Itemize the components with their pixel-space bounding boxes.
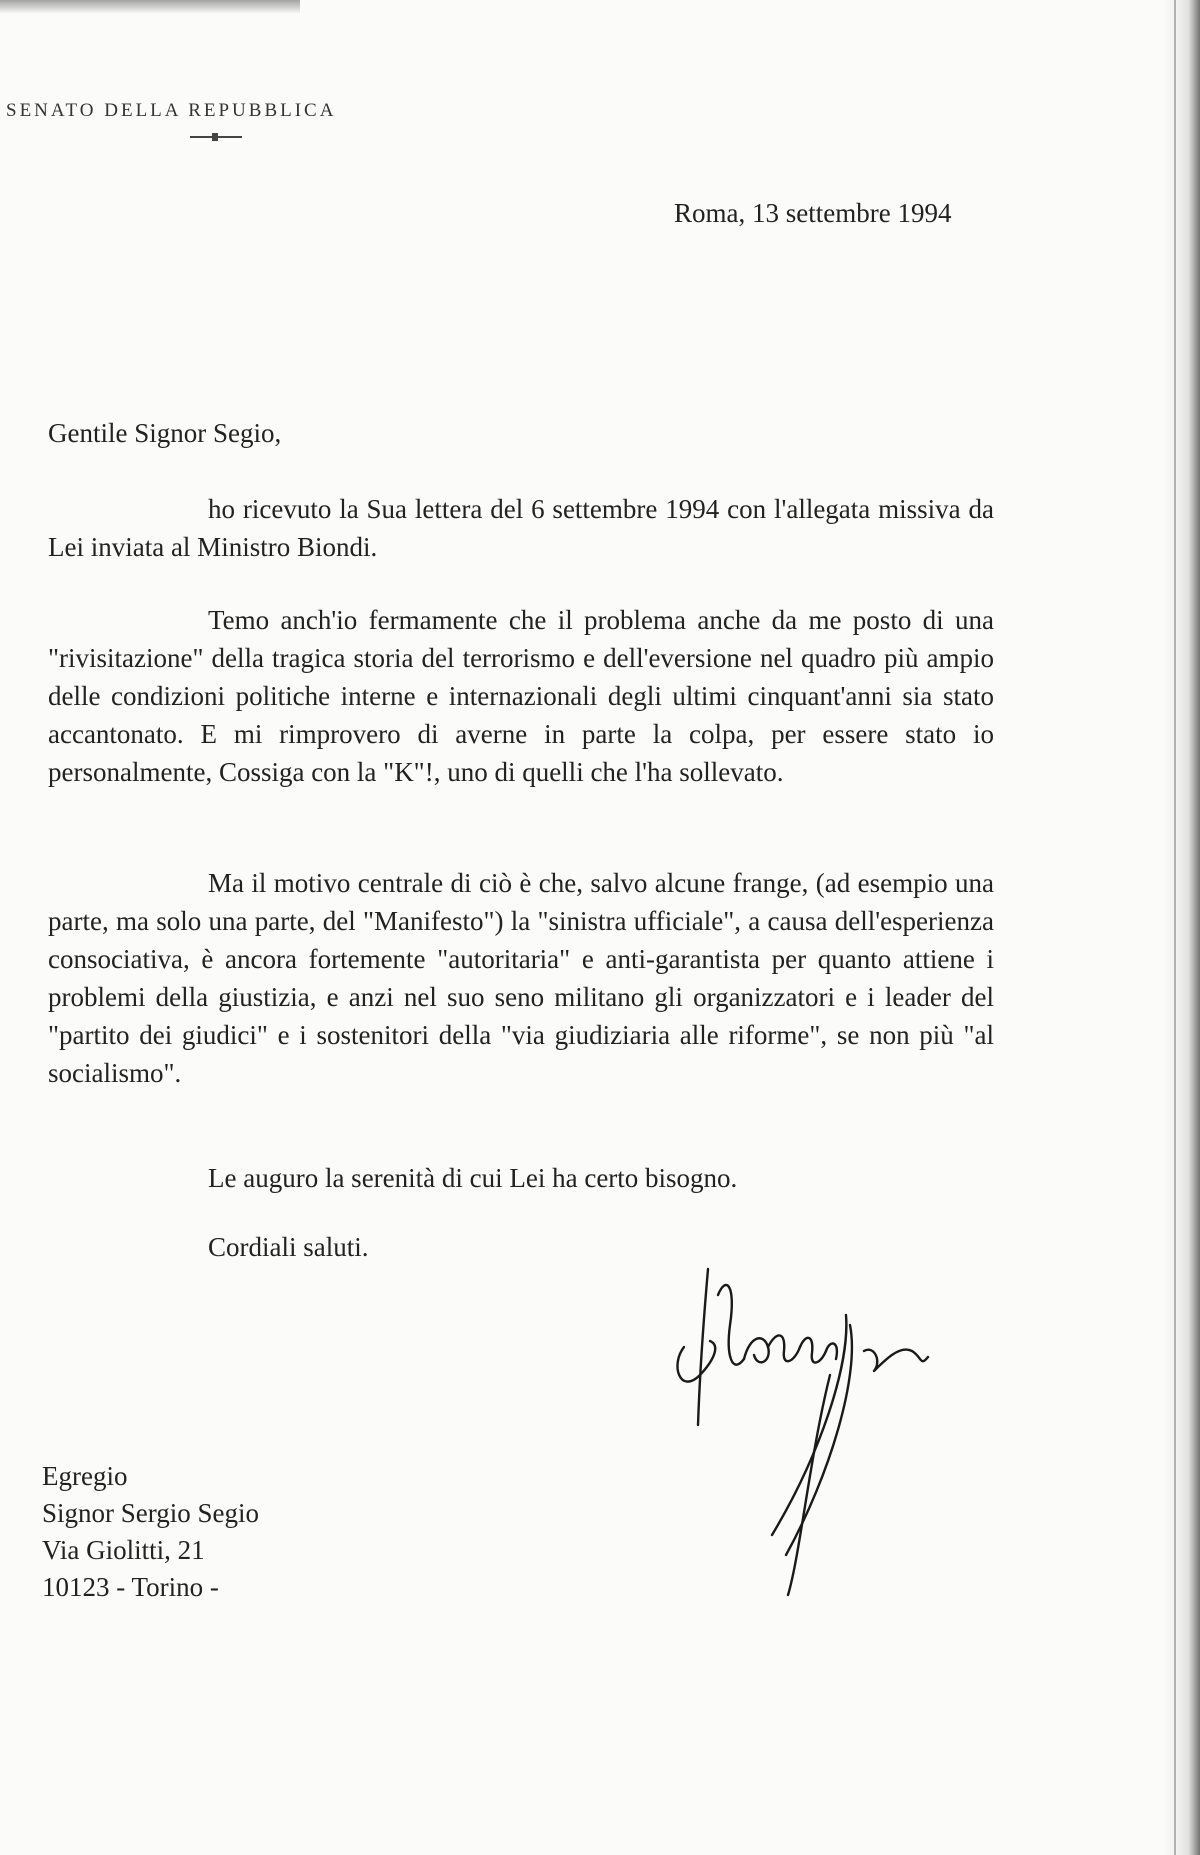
greeting: Gentile Signor Segio, <box>48 418 282 448</box>
paragraph-1 <box>48 490 994 566</box>
scan-edge-line <box>1174 0 1176 1855</box>
scan-smudge <box>0 0 300 14</box>
addressee-city: 10123 - Torino - <box>42 1572 219 1602</box>
handwritten-signature <box>660 1255 1010 1625</box>
paragraph-2 <box>48 601 994 791</box>
letterhead-ornament <box>212 133 218 141</box>
addressee-name: Signor Sergio Segio <box>42 1498 260 1528</box>
scan-edge-shadow <box>1162 0 1200 1855</box>
letterhead: SENATO DELLA REPUBBLICA <box>6 100 337 121</box>
closing-salutation: Cordiali saluti. <box>208 1232 369 1262</box>
addressee-block <box>42 1458 259 1606</box>
paragraph-text: Ma il motivo centrale di ciò è che, salvo alcune frange, (ad esempio una parte, ma solo una parte, del "Manifesto") la "sinistra ufficiale", a causa dell'esperienza consociativa, è ancora fortemente "autoritaria" e anti-garantista per quanto attiene i problemi della giustizia, e anzi nel suo seno militano gli organizzatori e i leader del "partito dei giudici" e i sostenitori della "via giudiziaria alle riforme", se non più "al socialismo". <box>48 868 994 1088</box>
paragraph-text: ho ricevuto la Sua lettera del 6 settembre 1994 con l'allegata missiva da Lei inviata al Ministro Biondi. <box>48 494 994 562</box>
paragraph-3 <box>48 864 994 1092</box>
addressee-salutation: Egregio <box>42 1461 128 1491</box>
paragraph-text: Temo anch'io fermamente che il problema anche da me posto di una "rivisitazione" della tragica storia del terrorismo e dell'eversione nel quadro più ampio delle condizioni politiche interne e internazionali degli ultimi cinquant'anni sia stato accantonato. E mi rimprovero di averne in parte la colpa, per essere stato io personalmente, Cossiga con la "K"!, uno di quelli che l'ha sollevato. <box>48 605 994 787</box>
closing-wish: Le auguro la serenità di cui Lei ha certo bisogno. <box>208 1163 738 1193</box>
addressee-street: Via Giolitti, 21 <box>42 1535 205 1565</box>
letter-date: Roma, 13 settembre 1994 <box>674 198 952 228</box>
